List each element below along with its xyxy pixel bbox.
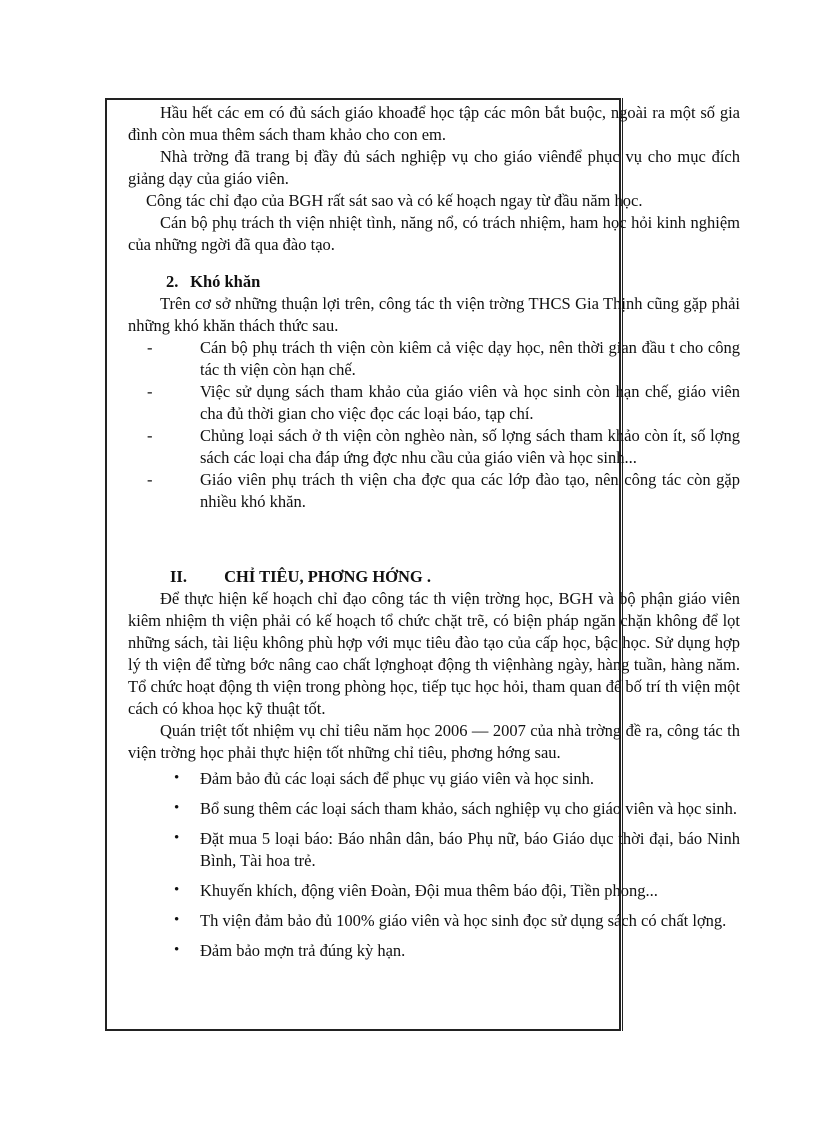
target-list [128, 768, 740, 962]
list-item [128, 381, 740, 425]
dash-marker: - [147, 382, 153, 401]
list-item [128, 768, 740, 790]
bullet-marker: • [174, 770, 180, 786]
section-number: 2. [166, 272, 179, 291]
list-item-text: Khuyến khích, động viên Đoàn, Đội mua thêm báo đội, Tiền phong... [200, 881, 658, 900]
list-item [128, 469, 740, 513]
bullet-marker: • [174, 882, 180, 898]
list-item [128, 798, 740, 820]
paragraph: Để thực hiện kế hoạch chỉ đạo công tác th viện trờng học, BGH và bộ phận giáo viên kiêm nhiệm th viện phải có kế hoạch tổ chức chặt trẽ, có biện pháp ngăn chặn không để lọt những sách, tài liệu không phù hợp với mục tiêu đào tạo của cấp học, bậc học. Sử dụng hợp lý th viện để từng bớc nâng cao chất lợnghoạt động th việnhàng ngày, hàng tuần, hàng năm. Tổ chức hoạt động th viện trong phòng học, tiếp tục học hỏi, tham quan để bố trí th viện một cách có khoa học kỹ thuật tốt. [128, 589, 740, 718]
paragraph: Cán bộ phụ trách th viện nhiệt tình, năng nổ, có trách nhiệm, ham học hỏi kinh nghiệm của những ngời đã qua đào tạo. [128, 213, 740, 254]
paragraph: Nhà trờng đã trang bị đầy đủ sách nghiệp vụ cho giáo viênđể phục vụ cho mục đích giảng dạy của giáo viên. [128, 147, 740, 188]
list-item [128, 940, 740, 962]
paragraph: Công tác chỉ đạo của BGH rất sát sao và có kế hoạch ngay từ đầu năm học. [146, 191, 643, 210]
bullet-marker: • [174, 830, 180, 846]
list-item [128, 337, 740, 381]
dash-marker: - [147, 338, 153, 357]
difficulty-list [128, 337, 740, 513]
list-item-text: Đảm bảo mợn trả đúng kỳ hạn. [200, 941, 406, 960]
dash-marker: - [147, 470, 153, 489]
list-item-text: Chủng loại sách ở th viện còn nghèo nàn, số lợng sách tham khảo còn ít, số lợng sách các loại cha đáp ứng đợc nhu cầu của giáo viên và học sinh... [200, 426, 740, 467]
list-item [128, 880, 740, 902]
bullet-marker: • [174, 912, 180, 928]
list-item [128, 828, 740, 872]
section-heading-targets [128, 566, 740, 588]
section-title: Khó khăn [190, 272, 261, 291]
bullet-marker: • [174, 942, 180, 958]
dash-marker: - [147, 426, 153, 445]
bullet-marker: • [174, 800, 180, 816]
list-item [128, 910, 740, 932]
list-item-text: Th viện đảm bảo đủ 100% giáo viên và học sinh đọc sử dụng sách có chất lợng. [200, 911, 727, 930]
paragraph: Trên cơ sở những thuận lợi trên, công tác th viện trờng THCS Gia Thịnh cũng gặp phải những khó khăn thách thức sau. [128, 294, 740, 335]
paragraph: Quán triệt tốt nhiệm vụ chỉ tiêu năm học 2006 — 2007 của nhà trờng đề ra, công tác th viện trờng học phải thực hiện tốt những chỉ tiêu, phơng hớng sau. [128, 721, 740, 762]
list-item-text: Bổ sung thêm các loại sách tham khảo, sách nghiệp vụ cho giáo viên và học sinh. [200, 799, 738, 818]
document-body [128, 102, 740, 970]
section-title: CHỈ TIÊU, PHƠNG HỚNG . [224, 567, 432, 586]
list-item-text: Đặt mua 5 loại báo: Báo nhân dân, báo Phụ nữ, báo Giáo dục thời đại, báo Ninh Bình, Tài hoa trẻ. [200, 829, 740, 870]
list-item-text: Đảm bảo đủ các loại sách để phục vụ giáo viên và học sinh. [200, 769, 595, 788]
list-item [128, 425, 740, 469]
list-item-text: Cán bộ phụ trách th viện còn kiêm cả việc dạy học, nên thời gian đầu t cho công tác th viện còn hạn chế. [200, 338, 740, 379]
list-item-text: Giáo viên phụ trách th viện cha đợc qua các lớp đào tạo, nên công tác còn gặp nhiều khó khăn. [200, 470, 740, 511]
section-number: II. [170, 567, 187, 586]
paragraph: Hầu hết các em có đủ sách giáo khoađể học tập các môn bắt buộc, ngoài ra một số gia đình còn mua thêm sách tham khảo cho con em. [128, 103, 740, 144]
list-item-text: Việc sử dụng sách tham khảo của giáo viên và học sinh còn hạn chế, giáo viên cha đủ thời gian cho việc đọc các loại báo, tạp chí. [200, 382, 740, 423]
section-heading-difficulties [128, 271, 740, 293]
